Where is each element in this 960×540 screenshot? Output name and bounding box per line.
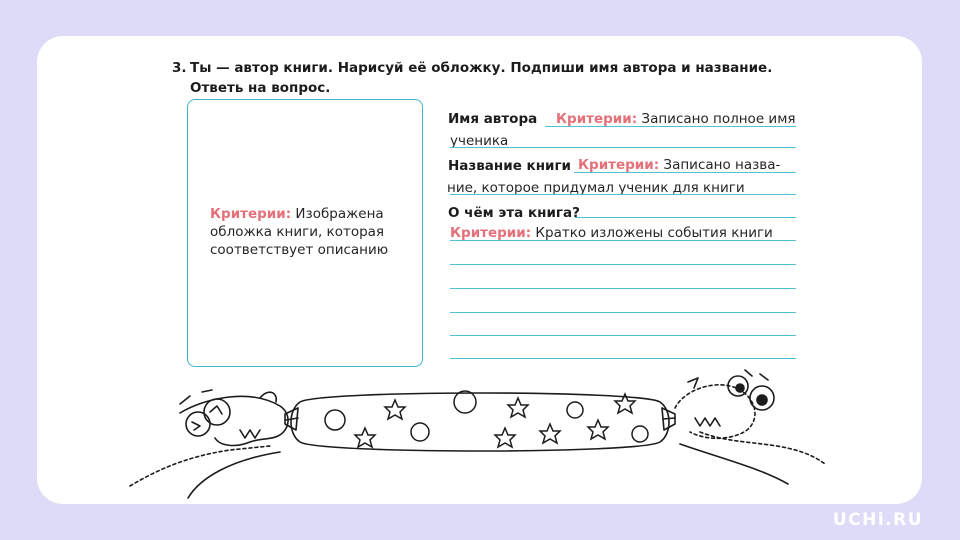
about-answer-line-2[interactable] — [450, 240, 796, 241]
about-answer-line-6[interactable] — [450, 335, 796, 336]
author-criteria-text: Записано полное имя — [637, 111, 796, 127]
brand-logo: UCHi.RU — [832, 510, 923, 530]
task-heading — [172, 58, 792, 98]
candy-dot-icon — [454, 391, 476, 413]
about-criteria-text: Кратко изложены события книги — [531, 225, 773, 241]
about-answer-line-3[interactable] — [450, 264, 796, 265]
candy-dot-icon — [411, 423, 429, 441]
book-title-answer-line-2[interactable] — [450, 194, 796, 195]
about-answer-line-1[interactable] — [575, 217, 796, 218]
book-title-label: Название книги — [448, 158, 572, 174]
candy-dot-icon — [632, 426, 648, 442]
book-title-criteria-text: Записано назва- — [659, 157, 781, 173]
candy-dot-icon — [567, 402, 583, 418]
task-number: 3. — [172, 60, 187, 76]
task-text: Ты — автор книги. Нарисуй её обложку. Подпиши имя автора и название. Ответь на вопрос. — [190, 60, 773, 96]
left-dino-eye-icon — [204, 399, 230, 425]
book-title-criteria-continuation: ние, которое придумал ученик для книги — [447, 180, 745, 196]
book-title-criteria-label: Критерии: — [578, 157, 660, 173]
cover-criteria-text: Изображена обложка книги, которая соответствует описанию — [210, 206, 389, 258]
about-criteria-label: Критерии: — [450, 225, 532, 241]
candy-star-icon — [495, 428, 515, 447]
author-answer-line-2[interactable] — [450, 147, 796, 148]
candy-star-icon — [588, 420, 608, 439]
author-criteria-continuation: ученика — [450, 133, 509, 149]
author-criteria — [556, 111, 796, 127]
author-criteria-label: Критерии: — [556, 111, 638, 127]
book-title-criteria — [578, 157, 780, 173]
candy-star-icon — [355, 428, 375, 447]
about-criteria — [450, 225, 773, 241]
candy-star-icon — [540, 424, 560, 443]
about-label: О чём эта книга? — [448, 205, 580, 221]
cover-criteria-label: Критерии: — [210, 206, 292, 222]
candy-star-icon — [385, 400, 405, 419]
candy-dot-icon — [325, 410, 345, 430]
cover-criteria — [210, 205, 410, 259]
book-title-answer-line-1[interactable] — [574, 172, 796, 173]
about-answer-line-4[interactable] — [450, 288, 796, 289]
author-label: Имя автора — [448, 111, 538, 127]
candy-star-icon — [508, 398, 528, 417]
about-answer-line-7[interactable] — [450, 358, 796, 359]
about-answer-line-5[interactable] — [450, 312, 796, 313]
dinosaurs-illustration — [120, 368, 840, 503]
author-answer-line-1[interactable] — [545, 126, 796, 127]
